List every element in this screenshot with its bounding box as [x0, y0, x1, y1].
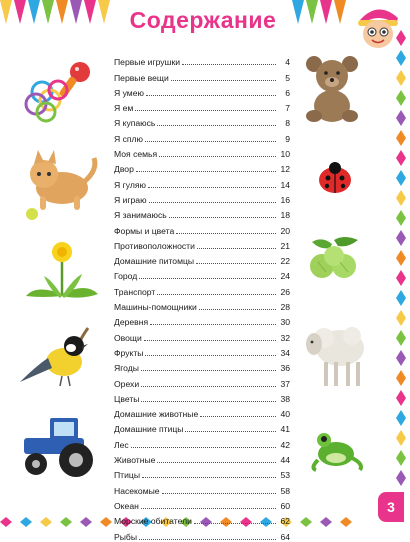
- toc-page-number: 30: [280, 317, 290, 328]
- dot-leader: [185, 431, 276, 432]
- gooseberries-icon: [304, 234, 366, 284]
- toc-label: Деревня: [114, 317, 149, 328]
- toc-page-number: 40: [280, 409, 290, 420]
- dot-leader: [157, 294, 276, 295]
- toc-entry[interactable]: [114, 190, 290, 205]
- toc-entry[interactable]: [114, 113, 290, 128]
- titmouse-bird-icon: [18, 322, 98, 392]
- toc-page-number: 5: [285, 72, 290, 83]
- toc-entry[interactable]: [114, 266, 290, 281]
- dot-leader: [131, 447, 276, 448]
- toc-label: Домашние птицы: [114, 424, 184, 435]
- toc-label: Я ем: [114, 103, 134, 114]
- toc-page-number: 20: [280, 225, 290, 236]
- toc-page-number: 18: [280, 210, 290, 221]
- dot-leader: [145, 141, 276, 142]
- dot-leader: [171, 80, 276, 81]
- toc-label: Птицы: [114, 470, 141, 481]
- dot-leader: [146, 95, 276, 96]
- toc-page-number: 38: [280, 393, 290, 404]
- toc-entry[interactable]: [114, 128, 290, 143]
- toc-page-number: 22: [280, 256, 290, 267]
- baby-rattle-toy-icon: [18, 58, 98, 124]
- toc-label: Домашние животные: [114, 409, 199, 420]
- toc-label: Противоположности: [114, 240, 195, 251]
- toc-label: Насекомые: [114, 485, 160, 496]
- ladybug-icon: [314, 160, 356, 196]
- toc-entry[interactable]: [114, 67, 290, 82]
- toc-entry[interactable]: [114, 496, 290, 511]
- dot-leader: [141, 386, 276, 387]
- dot-leader: [199, 309, 276, 310]
- kitten-icon: [18, 140, 102, 224]
- toc-label: Морские обитатели: [114, 516, 192, 527]
- toc-page-number: 4: [285, 57, 290, 68]
- toc-entry[interactable]: [114, 373, 290, 388]
- toc-page-number: 58: [280, 485, 290, 496]
- dot-leader: [141, 401, 276, 402]
- toc-label: Я купаюсь: [114, 118, 156, 129]
- toc-label: Я гуляю: [114, 179, 146, 190]
- toc-label: Двор: [114, 164, 134, 175]
- toc-page-number: 21: [280, 240, 290, 251]
- toc-entry[interactable]: [114, 281, 290, 296]
- toc-label: Машины-помощники: [114, 302, 197, 313]
- toc-page-number: 10: [280, 149, 290, 160]
- tractor-icon: [16, 410, 102, 480]
- dot-leader: [141, 508, 276, 509]
- toc-label: Формы и цвета: [114, 225, 175, 236]
- dot-leader: [162, 493, 276, 494]
- toc-label: Я играю: [114, 194, 147, 205]
- toc-label: Животные: [114, 455, 156, 466]
- toc-entry[interactable]: [114, 480, 290, 495]
- toc-entry[interactable]: [114, 327, 290, 342]
- toc-page-number: 7: [285, 103, 290, 114]
- toc-entry[interactable]: [114, 251, 290, 266]
- sheep-icon: [302, 318, 368, 392]
- toc-page-number: 60: [280, 500, 290, 511]
- toc-label: Первые вещи: [114, 72, 169, 83]
- toc-label: Цветы: [114, 393, 140, 404]
- dot-leader: [145, 355, 276, 356]
- toc-label: Фрукты: [114, 347, 144, 358]
- toc-label: Я сплю: [114, 133, 144, 144]
- toc-label: Орехи: [114, 378, 140, 389]
- dot-leader: [150, 324, 276, 325]
- toc-entry[interactable]: [114, 144, 290, 159]
- toc-page-number: 64: [280, 531, 290, 542]
- toc-entry[interactable]: [114, 358, 290, 373]
- toc-page-number: 34: [280, 347, 290, 358]
- dot-leader: [157, 125, 276, 126]
- dot-leader: [148, 187, 276, 188]
- toc-entry[interactable]: [114, 465, 290, 480]
- toc-page-number: 9: [285, 133, 290, 144]
- toc-entry[interactable]: [114, 220, 290, 235]
- dot-leader: [176, 233, 276, 234]
- teddy-bear-icon: [300, 54, 366, 124]
- toc-page-number: 53: [280, 470, 290, 481]
- toc-label: Первые игрушки: [114, 57, 181, 68]
- toc-page-number: 8: [285, 118, 290, 129]
- toc-entry[interactable]: [114, 83, 290, 98]
- toc-page-number: 12: [280, 164, 290, 175]
- toc-page-number: 6: [285, 87, 290, 98]
- toc-label: Город: [114, 271, 138, 282]
- toc-label: Транспорт: [114, 286, 156, 297]
- toc-page-number: 14: [280, 179, 290, 190]
- dot-leader: [144, 340, 276, 341]
- dot-leader: [149, 202, 276, 203]
- dandelion-icon: [22, 240, 100, 306]
- dot-leader: [196, 263, 276, 264]
- toc-entry[interactable]: [114, 297, 290, 312]
- frog-icon: [308, 424, 366, 474]
- diamond-border-right: [396, 30, 406, 500]
- toc-entry[interactable]: [114, 236, 290, 251]
- dot-leader: [142, 477, 276, 478]
- toc-page-number: 26: [280, 286, 290, 297]
- dot-leader: [141, 370, 276, 371]
- dot-leader: [182, 64, 276, 65]
- dot-leader: [159, 156, 276, 157]
- toc-label: Моя семья: [114, 149, 158, 160]
- toc-label: Овощи: [114, 332, 142, 343]
- toc-label: Лес: [114, 439, 129, 450]
- toc-entry[interactable]: [114, 526, 290, 541]
- dot-leader: [139, 539, 276, 540]
- dot-leader: [136, 171, 276, 172]
- dot-leader: [194, 523, 276, 524]
- dot-leader: [135, 110, 276, 111]
- toc-label: Я занимаюсь: [114, 210, 167, 221]
- toc-entry[interactable]: [114, 52, 290, 67]
- table-of-contents: [114, 52, 290, 542]
- toc-label: Океан: [114, 500, 139, 511]
- toc-entry[interactable]: [114, 404, 290, 419]
- dot-leader: [169, 217, 276, 218]
- toc-entry[interactable]: [114, 450, 290, 465]
- mascot-boy-icon: [352, 2, 404, 52]
- toc-label: Я умею: [114, 87, 144, 98]
- toc-entry[interactable]: [114, 205, 290, 220]
- toc-entry[interactable]: [114, 98, 290, 113]
- toc-page-number: 41: [280, 424, 290, 435]
- toc-entry[interactable]: [114, 434, 290, 449]
- dot-leader: [157, 462, 276, 463]
- toc-label: Домашние питомцы: [114, 256, 195, 267]
- toc-page-number: 42: [280, 439, 290, 450]
- toc-label: Ягоды: [114, 363, 139, 374]
- dot-leader: [200, 416, 276, 417]
- page-title: Содержание: [129, 7, 277, 33]
- toc-page-number: 44: [280, 455, 290, 466]
- toc-entry[interactable]: [114, 174, 290, 189]
- toc-page-number: 62: [280, 516, 290, 527]
- toc-page-number: 36: [280, 363, 290, 374]
- toc-entry[interactable]: [114, 511, 290, 526]
- toc-page-number: 32: [280, 332, 290, 343]
- toc-entry[interactable]: [114, 343, 290, 358]
- toc-page-number: 28: [280, 302, 290, 313]
- toc-entry[interactable]: [114, 159, 290, 174]
- dot-leader: [197, 248, 276, 249]
- toc-entry[interactable]: [114, 419, 290, 434]
- toc-page-number: 37: [280, 378, 290, 389]
- page-number-badge: 3: [378, 492, 404, 522]
- toc-entry[interactable]: [114, 389, 290, 404]
- toc-page-number: 16: [280, 194, 290, 205]
- toc-entry[interactable]: [114, 312, 290, 327]
- dot-leader: [139, 278, 276, 279]
- toc-label: Рыбы: [114, 531, 138, 542]
- toc-page-number: 24: [280, 271, 290, 282]
